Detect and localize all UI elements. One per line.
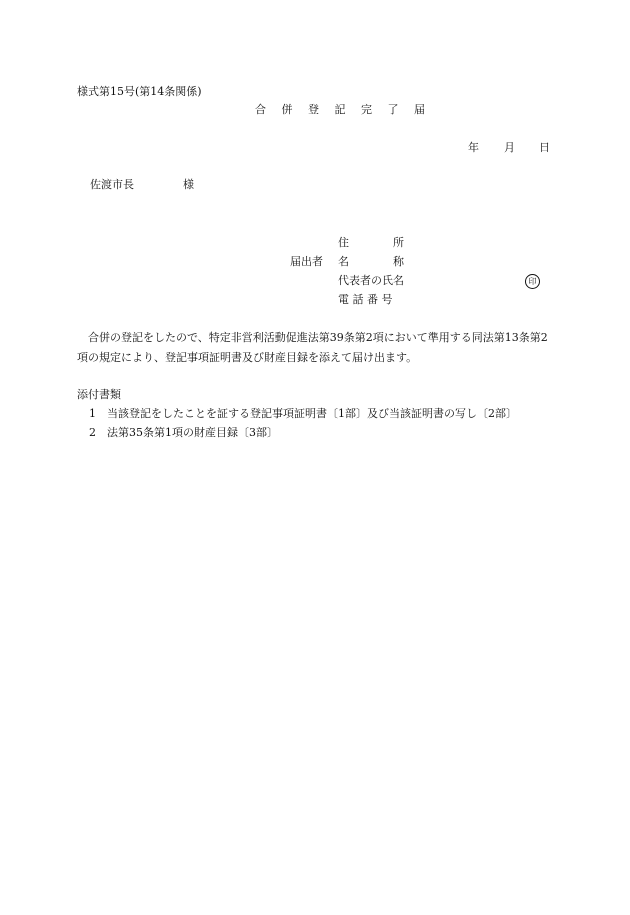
address-label: 住 所 (338, 236, 404, 249)
date-month: 月 (504, 141, 515, 154)
addressee-honorific: 様 (183, 178, 194, 191)
attachment-number: 1 (89, 407, 96, 420)
name-label: 名 称 (338, 255, 404, 268)
addressee-name: 佐渡市長 (90, 178, 134, 191)
representative-label: 代表者の氏名 (338, 274, 404, 287)
phone-label: 電 話 番 号 (338, 293, 393, 306)
seal-mark: 印 (525, 274, 540, 289)
attachment-number: 2 (89, 426, 96, 439)
date-day: 日 (539, 141, 550, 154)
notifier-label: 届出者 (290, 255, 323, 268)
attachments-heading: 添付書類 (77, 388, 121, 401)
form-number: 様式第15号(第14条関係) (77, 85, 202, 98)
attachment-text: 当該登記をしたことを証する登記事項証明書〔1部〕及び当該証明書の写し〔2部〕 (107, 407, 517, 420)
page-title: 合 併 登 記 完 了 届 (255, 103, 431, 116)
body-text: 合併の登記をしたので、特定非営利活動促進法第39条第2項において準用する同法第13条第2項の規定により、登記事項証明書及び財産目録を添えて届け出ます。 (77, 331, 548, 364)
date-year: 年 (468, 141, 479, 154)
attachment-text: 法第35条第1項の財産目録〔3部〕 (107, 426, 278, 439)
